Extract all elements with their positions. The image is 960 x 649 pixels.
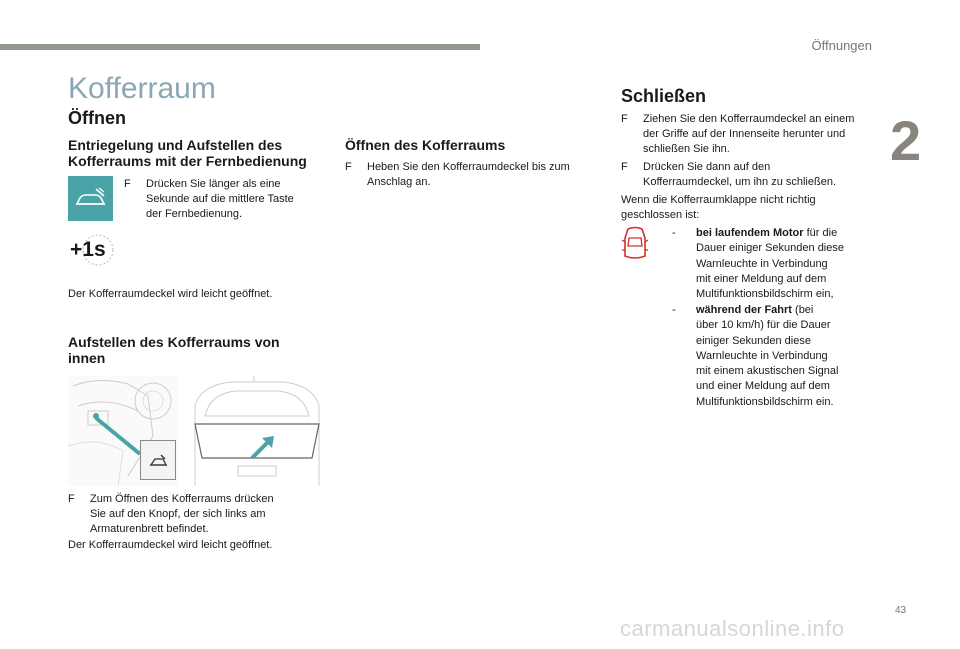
open-heading: Öffnen — [68, 108, 126, 128]
close-intro: Wenn die Kofferraumklappe nicht richtig geschlossen ist: — [621, 194, 816, 221]
inside-note: Der Kofferraumdeckel wird leicht geöffnet. — [68, 539, 273, 551]
hold-timer-icon — [68, 232, 114, 268]
chapter-number: 2 — [890, 109, 922, 172]
inside-heading: Aufstellen des Kofferraums von innen — [68, 334, 280, 366]
car-key-icon — [68, 176, 113, 221]
remote-note: Der Kofferraumdeckel wird leicht geöffnet. — [68, 288, 273, 300]
watermark: carmanualsonline.info — [620, 616, 845, 641]
close-heading: Schließen — [621, 86, 707, 106]
page-number: 43 — [895, 605, 907, 616]
hold-label: +1s — [70, 238, 106, 261]
boot-open-warning-icon — [620, 226, 650, 262]
header-bar — [0, 44, 480, 50]
boot-heading: Öffnen des Kofferraums — [345, 137, 506, 153]
boot-release-button-icon — [140, 440, 176, 480]
page-title: Kofferraum — [68, 72, 216, 105]
remote-heading: Entriegelung und Aufstellen des Kofferraums mit der Fernbedienung — [68, 137, 307, 169]
section-title: Öffnungen — [811, 38, 872, 53]
boot-rear-illustration — [190, 376, 324, 486]
